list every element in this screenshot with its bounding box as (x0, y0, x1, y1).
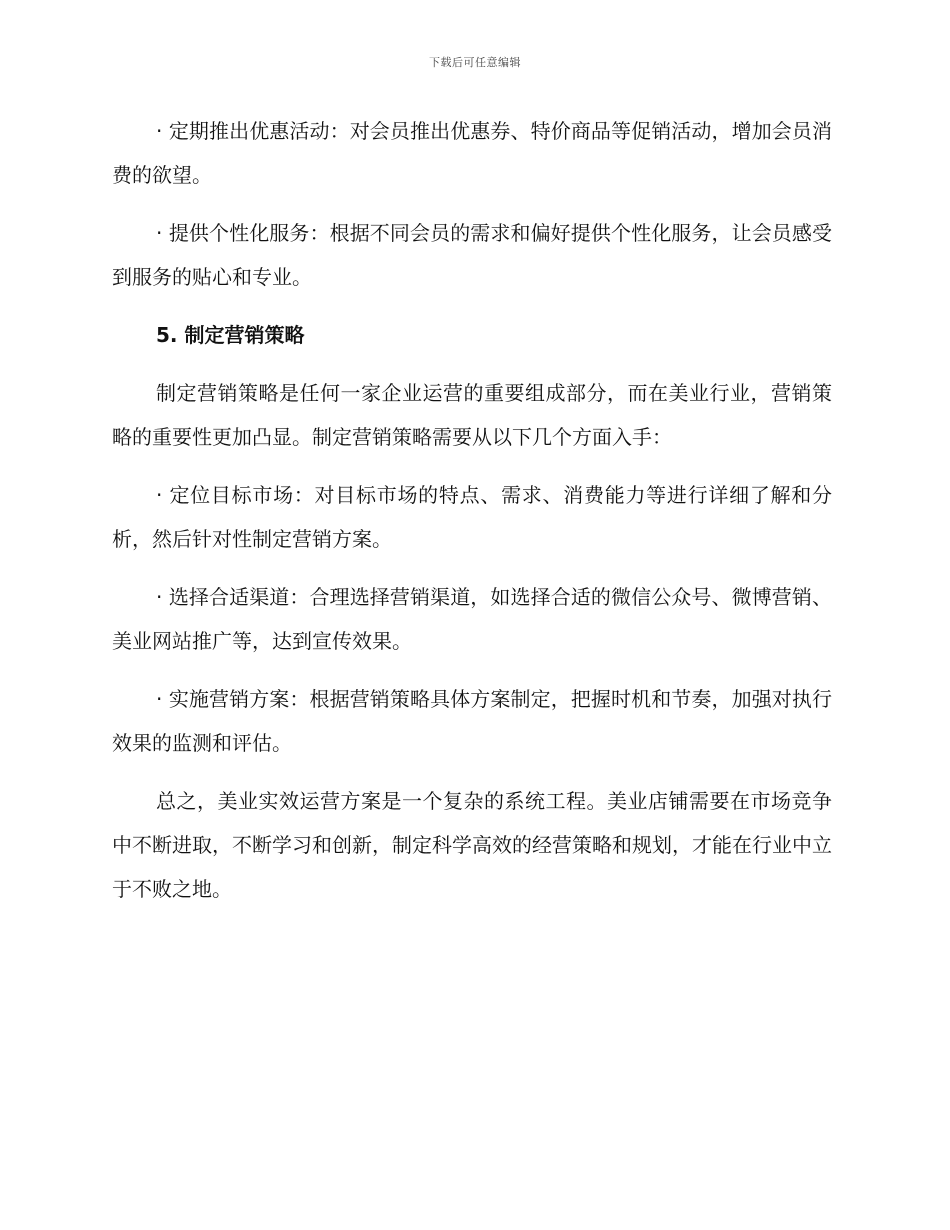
bullet-target-market: · 定位目标市场：对目标市场的特点、需求、消费能力等进行详细了解和分析，然后针对性制定营销方案。 (112, 483, 832, 551)
section-heading-marketing-strategy: 5. 制定营销策略 (156, 323, 305, 347)
bullet-implementation: · 实施营销方案：根据营销策略具体方案制定，把握时机和节奏，加强对执行效果的监测和评估。 (112, 687, 832, 755)
paragraph-conclusion: 总之，美业实效运营方案是一个复杂的系统工程。美业店铺需要在市场竞争中不断进取，不断学习和创新，制定科学高效的经营策略和规划，才能在行业中立于不败之地。 (112, 789, 832, 901)
bullet-channels: · 选择合适渠道：合理选择营销渠道，如选择合适的微信公众号、微博营销、美业网站推广等，达到宣传效果。 (112, 585, 832, 653)
bullet-personalized-service: · 提供个性化服务：根据不同会员的需求和偏好提供个性化服务，让会员感受到服务的贴心和专业。 (112, 221, 832, 289)
paragraph-marketing-intro: 制定营销策略是任何一家企业运营的重要组成部分，而在美业行业，营销策略的重要性更加凸显。制定营销策略需要从以下几个方面入手： (112, 381, 832, 449)
document-body (112, 109, 832, 925)
header-note: 下载后可任意编辑 (429, 56, 521, 69)
bullet-promotions: · 定期推出优惠活动：对会员推出优惠券、特价商品等促销活动，增加会员消费的欲望。 (112, 119, 832, 187)
